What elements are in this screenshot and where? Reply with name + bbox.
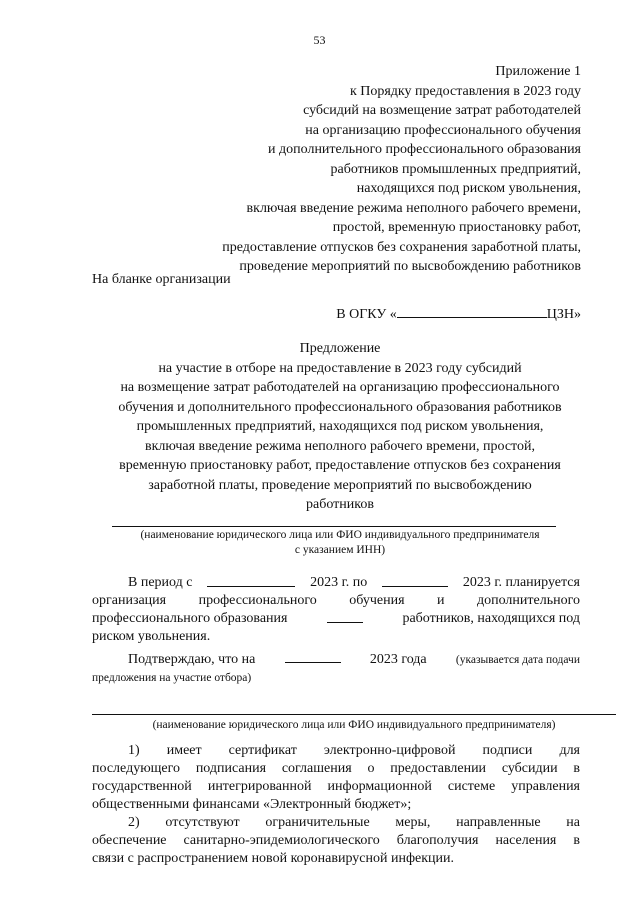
title-line: на участие в отборе на предоставление в 2023 году субсидий (158, 360, 522, 376)
title-line: временную приостановку работ, предоставление отпусков без сохранения (119, 458, 561, 473)
appendix-line: включая введение режима неполного рабочего времени, (246, 200, 581, 216)
addressee-suffix: ЦЗН» (546, 307, 581, 322)
appendix-line: на организацию профессионального обучения (305, 122, 581, 138)
appendix-line: простой, временную приостановку работ, (332, 220, 581, 235)
period-row (92, 574, 580, 592)
title-line: промышленных предприятий, находящихся под риском увольнения, (136, 419, 544, 434)
org-name-line-2 (92, 714, 616, 715)
title-line: обучения и дополнительного профессионального образования работников (118, 399, 562, 415)
workers-count-blank (327, 610, 363, 623)
item-2 (92, 814, 580, 868)
period-planned: 2023 г. планируется (462, 575, 580, 590)
title-line: заработной платы, проведение мероприятий по высвобождению (148, 477, 532, 493)
period-line: риском увольнения. (92, 629, 211, 644)
item-line: последующего подписания соглашения о предоставлении субсидии в (92, 761, 580, 776)
appendix-line: Приложение 1 (495, 64, 581, 79)
addressee-blank (397, 305, 547, 318)
confirm-note: (указывается дата подачи (455, 654, 580, 666)
period-education-label: профессионального образования (92, 611, 288, 626)
period-row (92, 610, 580, 628)
period-to-blank (382, 574, 448, 587)
appendix-line: проведение мероприятий по высвобождению работников (239, 259, 581, 274)
item-line: общественными финансами «Электронный бюджет»; (92, 797, 412, 812)
addressee (336, 305, 581, 323)
addressee-prefix: В ОГКУ « (336, 307, 397, 322)
title-line: на возмещение затрат работодателей на организацию профессионального (120, 380, 560, 395)
item-line: 1) имеет сертификат электронно-цифровой подписи для (128, 743, 580, 758)
appendix-line: работников промышленных предприятий, (330, 161, 581, 177)
period-paragraph (92, 574, 580, 646)
letterhead-note: На бланке организации (92, 272, 231, 287)
appendix-line: и дополнительного профессионального образования (268, 142, 581, 157)
org-name-caption-2: (наименование юридического лица или ФИО индивидуального предпринимателя) (152, 719, 556, 731)
period-line: организация профессионального обучения и дополнительного (92, 593, 580, 608)
period-to-label: 2023 г. по (310, 575, 368, 590)
appendix-line: к Порядку предоставления в 2023 году (349, 83, 581, 99)
item-1 (92, 742, 580, 814)
confirm-date-blank (285, 650, 341, 663)
appendix-line: субсидий на возмещение затрат работодателей (303, 103, 581, 118)
item-line: 2) отсутствуют ограничительные меры, направленные на (128, 815, 580, 830)
period-from-label: В период с (128, 575, 193, 590)
org-name-line (112, 526, 556, 527)
appendix-line: предоставление отпусков без сохранения заработной платы, (222, 239, 581, 255)
appendix-header (222, 62, 581, 277)
confirm-label: Подтверждаю, что на (128, 652, 256, 667)
confirm-row (92, 650, 580, 669)
appendix-line: находящихся под риском увольнения, (356, 181, 581, 196)
caption-line: (наименование юридического лица или ФИО индивидуального предпринимателя (140, 529, 540, 541)
confirm-note-line: предложения на участие отбора) (92, 672, 252, 684)
item-line: обеспечение санитарно-эпидемиологического благополучия населения в (92, 833, 580, 848)
title-line: работников (306, 497, 374, 512)
caption-line: с указанием ИНН) (294, 544, 386, 556)
period-from-blank (207, 574, 295, 587)
title-heading: Предложение (299, 341, 381, 356)
item-line: связи с распространением новой коронавирусной инфекции. (92, 851, 455, 866)
confirm-year: 2023 года (369, 652, 427, 667)
org-name-caption (90, 528, 590, 558)
document-title (70, 339, 610, 515)
confirm-paragraph (92, 650, 580, 687)
title-line: включая введение режима неполного рабочего времени, простой, (145, 438, 535, 454)
item-line: государственной интегрированной информационной системе управления (92, 779, 580, 794)
page-number: 53 (313, 33, 326, 47)
period-workers-label: работников, находящихся под (402, 611, 580, 626)
